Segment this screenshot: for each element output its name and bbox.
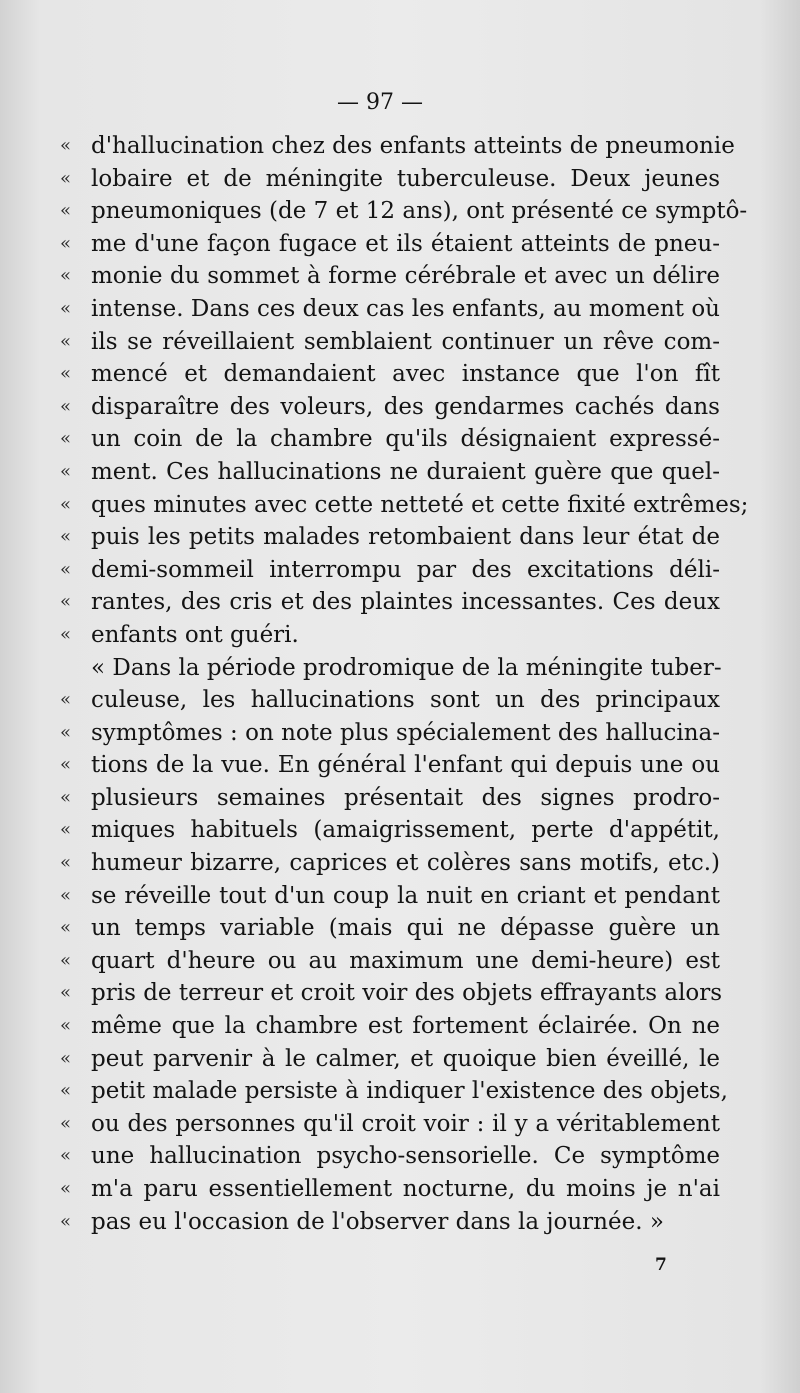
text-line xyxy=(60,423,720,456)
quote-mark: « xyxy=(60,297,72,319)
quote-mark: « xyxy=(60,819,72,841)
line-text: plusieurs semaines présentait des signes prodro- xyxy=(91,784,720,811)
quote-mark: « xyxy=(60,689,72,711)
line-text: symptômes : on note plus spécialement des hallucina- xyxy=(91,719,720,746)
line-text: une hallucination psycho-sensorielle. Ce symptôme xyxy=(91,1143,720,1170)
line-text: m'a paru essentiellement nocturne, du moins je n'ai xyxy=(91,1176,720,1202)
line-text: culeuse, les hallucinations sont un des principaux xyxy=(91,687,720,714)
quote-mark: « xyxy=(60,493,72,515)
line-text: demi-sommeil interrompu par des excitations déli- xyxy=(91,556,720,583)
quote-mark: « xyxy=(60,1015,72,1037)
text-line xyxy=(60,1010,720,1043)
text-line xyxy=(60,228,720,261)
quote-mark: « xyxy=(60,135,72,156)
line-text: un temps variable (mais qui ne dépasse guère un xyxy=(91,915,720,942)
line-text: puis les petits malades retombaient dans leur état de xyxy=(91,524,720,551)
text-line xyxy=(60,293,720,326)
line-text: monie du sommet à forme cérébrale et avec un délire xyxy=(91,263,720,290)
line-text: me d'une façon fugace et ils étaient atteints de pneu- xyxy=(91,230,720,257)
text-line xyxy=(60,163,720,196)
paragraph-start-line xyxy=(60,652,720,685)
text-line xyxy=(60,1108,720,1141)
text-line xyxy=(60,195,748,228)
quote-mark: « xyxy=(60,460,72,482)
text-line xyxy=(60,782,720,815)
quote-mark: « xyxy=(60,232,72,254)
line-text: enfants ont guéri. xyxy=(91,621,299,648)
line-text: miques habituels (amaigrissement, perte d'appétit, xyxy=(91,817,720,844)
text-line xyxy=(60,521,720,554)
text-line xyxy=(60,1206,720,1239)
quote-mark: « xyxy=(60,1178,72,1199)
line-text: disparaître des voleurs, des gendarmes cachés dans xyxy=(91,393,720,420)
text-line xyxy=(60,358,720,391)
line-text: peut parvenir à le calmer, et quoique bien éveillé, le xyxy=(91,1045,720,1072)
text-line xyxy=(60,1075,728,1108)
text-line xyxy=(60,880,720,913)
quote-mark: « xyxy=(60,363,72,385)
text-line xyxy=(60,684,720,717)
quote-mark: « xyxy=(60,200,72,222)
text-line xyxy=(60,326,720,359)
text-line xyxy=(60,749,720,782)
quote-mark: « xyxy=(60,1210,72,1232)
quote-mark: « xyxy=(60,558,72,580)
text-line xyxy=(60,717,720,750)
quote-mark: « xyxy=(60,395,72,417)
text-line xyxy=(60,586,720,619)
line-text: rantes, des cris et des plaintes incessantes. Ces deux xyxy=(91,589,720,616)
quote-mark: « xyxy=(60,265,72,287)
quote-mark: « xyxy=(60,917,72,939)
line-text: d'hallucination chez des enfants atteints de pneumonie xyxy=(91,133,735,159)
text-line xyxy=(60,977,723,1010)
signature-mark: 7 xyxy=(655,1255,667,1275)
line-text: tions de la vue. En général l'enfant qui depuis une ou xyxy=(91,752,720,779)
quote-mark: « xyxy=(60,623,72,645)
line-text: « Dans la période prodromique de la méningite tuber- xyxy=(91,654,722,681)
text-line xyxy=(60,391,720,424)
line-text: se réveille tout d'un coup la nuit en criant et pendant xyxy=(91,882,720,909)
quote-mark: « xyxy=(60,1145,72,1167)
line-text: pris de terreur et croit voir des objets effrayants alors xyxy=(91,980,723,1007)
line-text: ou des personnes qu'il croit voir : il y a véritablement xyxy=(91,1110,720,1137)
line-text: un coin de la chambre qu'ils désignaient expressé- xyxy=(91,426,720,453)
line-text: humeur bizarre, caprices et colères sans motifs, etc.) xyxy=(91,850,720,877)
quote-mark: « xyxy=(60,721,72,743)
quote-mark: « xyxy=(60,526,72,548)
line-text: pneumoniques (de 7 et 12 ans), ont présenté ce symptô- xyxy=(91,198,748,225)
quote-mark: « xyxy=(60,982,72,1004)
text-line xyxy=(60,1140,720,1173)
text-line xyxy=(60,619,720,652)
text-line xyxy=(60,1043,720,1076)
text-line xyxy=(60,814,720,847)
quote-mark: « xyxy=(60,1047,72,1069)
text-line xyxy=(60,456,720,489)
quote-mark: « xyxy=(60,949,72,971)
quote-mark: « xyxy=(60,786,72,808)
text-line xyxy=(60,130,735,163)
quote-mark: « xyxy=(60,1112,72,1134)
quote-mark: « xyxy=(60,754,72,776)
text-line xyxy=(60,489,749,522)
text-line xyxy=(60,847,720,880)
line-text: ils se réveillaient semblaient continuer un rêve com- xyxy=(91,328,720,355)
line-text: quart d'heure ou au maximum une demi-heure) est xyxy=(91,947,720,974)
text-line xyxy=(60,912,720,945)
line-text: mencé et demandaient avec instance que l'on fît xyxy=(91,361,720,388)
text-line xyxy=(60,554,720,587)
text-line xyxy=(60,260,720,293)
text-line xyxy=(60,1173,720,1206)
quote-mark: « xyxy=(60,852,72,874)
quote-mark: « xyxy=(60,1080,72,1102)
line-text: ques minutes avec cette netteté et cette fixité extrêmes; xyxy=(91,491,749,518)
quote-mark: « xyxy=(60,167,72,189)
quote-mark: « xyxy=(60,428,72,450)
line-text: même que la chambre est fortement éclairée. On ne xyxy=(91,1013,720,1040)
page-number: — 97 — xyxy=(337,90,423,115)
quote-mark: « xyxy=(60,330,72,352)
line-text: intense. Dans ces deux cas les enfants, au moment où xyxy=(91,295,720,322)
body-text xyxy=(60,130,749,1238)
text-line xyxy=(60,945,720,978)
line-text: lobaire et de méningite tuberculeuse. Deux jeunes xyxy=(91,165,720,192)
line-text: ment. Ces hallucinations ne duraient guère que quel- xyxy=(91,458,720,485)
line-text: pas eu l'occasion de l'observer dans la journée. » xyxy=(91,1208,664,1235)
quote-mark: « xyxy=(60,884,72,906)
quote-mark: « xyxy=(60,591,72,613)
line-text: petit malade persiste à indiquer l'existence des objets, xyxy=(91,1078,728,1105)
